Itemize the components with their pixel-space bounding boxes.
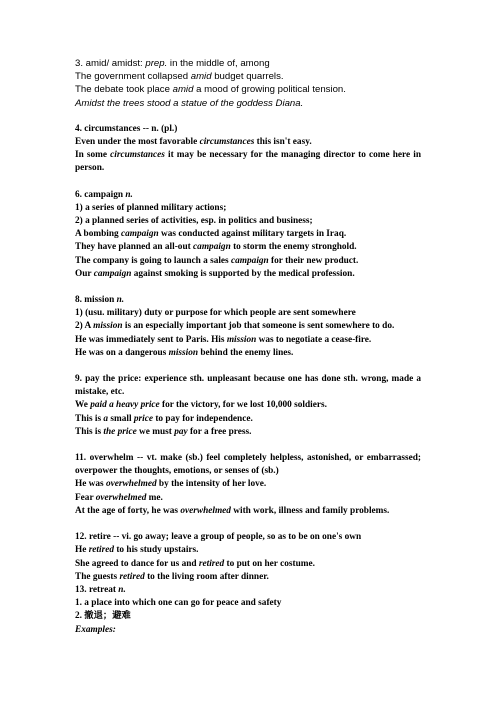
definition: 2) a planned series of activities, esp. in politics and business; (75, 216, 313, 227)
entry-mission-heading: 8. mission n. (75, 295, 125, 306)
definition: 1) a series of planned military actions; (75, 202, 227, 213)
example-sentence: He retired to his study upstairs. (75, 545, 199, 556)
entry-campaign-heading: 6. campaign n. (75, 189, 133, 200)
entry-pay-the-price-heading: 9. pay the price: experience sth. unpleasant because one has done sth. wrong, made a mistake, etc. (75, 374, 421, 398)
example-sentence: They have planned an all-out campaign to storm the enemy stronghold. (75, 242, 357, 253)
example-sentence: A bombing campaign was conducted against military targets in Iraq. (75, 229, 347, 240)
entry-amid-heading: 3. amid/ amidst: prep. in the middle of, among (75, 58, 270, 69)
example-sentence: Amidst the trees stood a statue of the goddess Diana. (75, 97, 304, 109)
example-sentence: Even under the most favorable circumstances this isn't easy. (75, 137, 312, 148)
definition-chinese: 2. 撤退；避难 (75, 611, 131, 622)
definition: 1) (usu. military) duty or purpose for which people are sent somewhere (75, 308, 356, 319)
example-sentence: This is a small price to pay for independence. (75, 413, 253, 424)
example-sentence: We paid a heavy price for the victory, for we lost 10,000 soldiers. (75, 400, 327, 411)
example-sentence: The government collapsed amid budget quarrels. (75, 71, 284, 83)
example-sentence: She agreed to dance for us and retired to put on her costume. (75, 558, 315, 569)
entry-retreat-heading: 13. retreat n. (75, 584, 126, 595)
examples-label: Examples: (75, 624, 116, 635)
example-sentence: At the age of forty, he was overwhelmed with work, illness and family problems. (75, 505, 390, 516)
example-sentence: The debate took place amid a mood of growing political tension. (75, 84, 346, 96)
example-sentence: Fear overwhelmed me. (75, 492, 163, 503)
example-sentence: In some circumstances it may be necessary for the managing director to come here in person. (75, 150, 422, 174)
example-sentence: He was overwhelmed by the intensity of her love. (75, 479, 267, 490)
example-sentence: He was immediately sent to Paris. His mission was to negotiate a cease-fire. (75, 334, 372, 345)
document-content (75, 57, 421, 637)
example-sentence: The guests retired to the living room after dinner. (75, 571, 269, 582)
entry-circumstances-heading: 4. circumstances -- n. (pl.) (75, 123, 178, 134)
example-sentence: Our campaign against smoking is supported by the medical profession. (75, 268, 355, 279)
entry-retire-heading: 12. retire -- vi. go away; leave a group of people, so as to be on one's own (75, 532, 362, 543)
entry-overwhelm-heading: 11. overwhelm -- vt. make (sb.) feel completely helpless, astonished, or embarrassed; overpower the thoughts, emotions, or senses of (sb.) (75, 453, 421, 477)
example-sentence: This is the price we must pay for a free press. (75, 426, 252, 437)
definition: 1. a place into which one can go for peace and safety (75, 598, 282, 609)
example-sentence: The company is going to launch a sales campaign for their new product. (75, 255, 359, 266)
definition: 2) A mission is an especially important job that someone is sent somewhere to do. (75, 321, 395, 332)
example-sentence: He was on a dangerous mission behind the enemy lines. (75, 347, 294, 358)
